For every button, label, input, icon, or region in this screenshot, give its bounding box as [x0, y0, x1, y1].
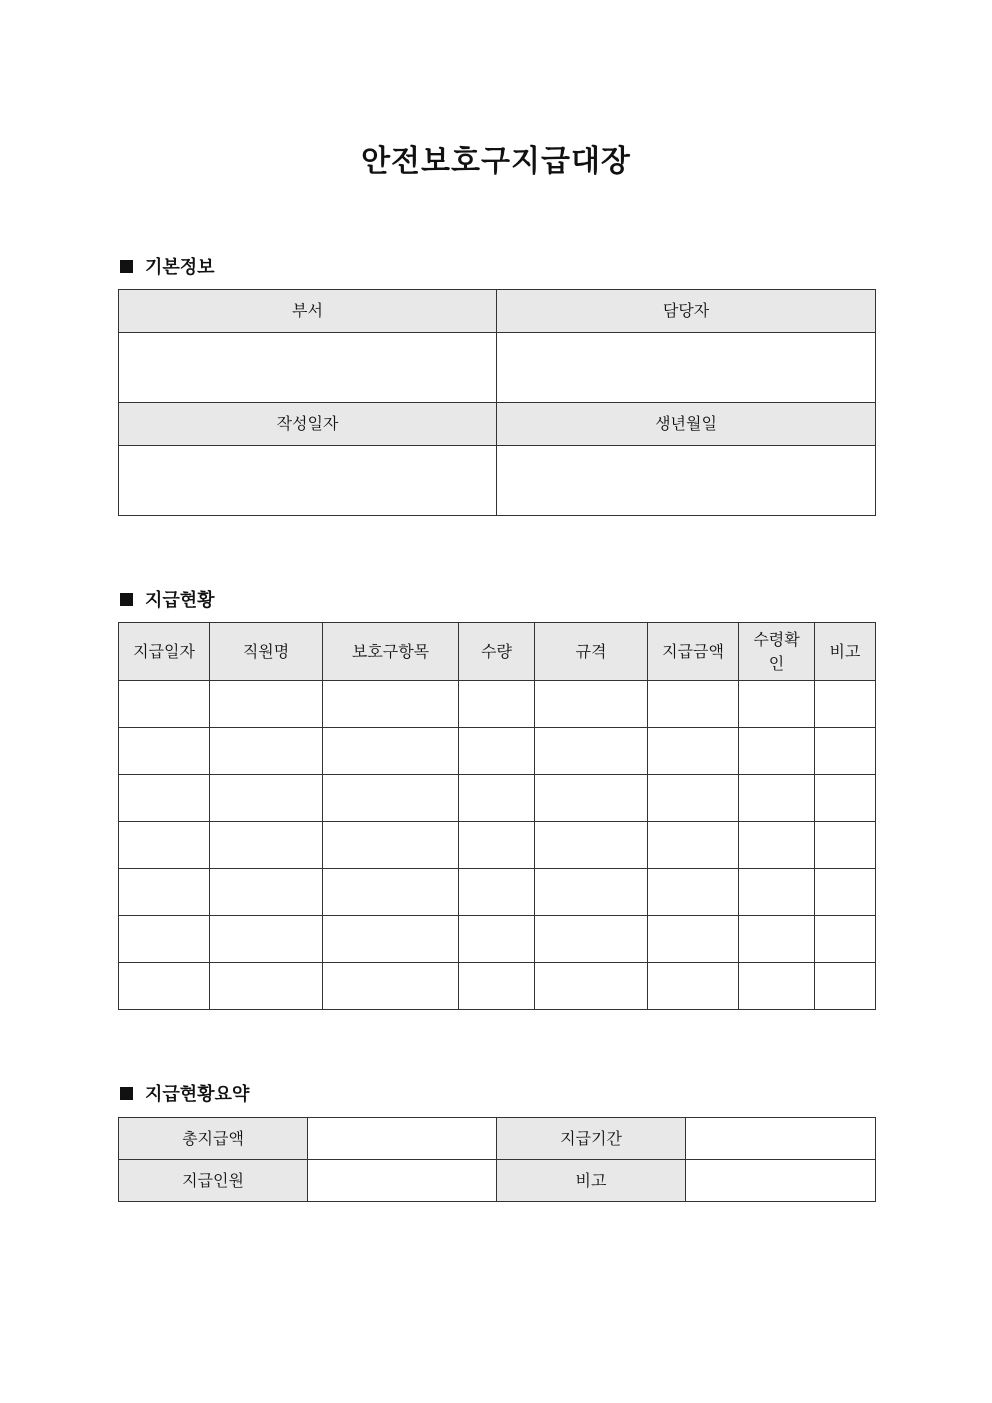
- table-cell[interactable]: [535, 916, 648, 963]
- square-bullet-icon: [120, 593, 133, 606]
- document-title: 안전보호구지급대장: [361, 144, 631, 179]
- table-row: [119, 963, 876, 1010]
- column-header-specification: 규격: [535, 623, 648, 681]
- table-cell[interactable]: [210, 681, 323, 728]
- column-header-issue-date: 지급일자: [119, 623, 210, 681]
- column-header-amount: 지급금액: [648, 623, 739, 681]
- department-label: 부서: [119, 290, 497, 333]
- table-cell[interactable]: [459, 916, 535, 963]
- table-cell[interactable]: [459, 963, 535, 1010]
- table-cell[interactable]: [648, 775, 739, 822]
- section-heading-label: 기본정보: [145, 257, 215, 278]
- issue-period-label: 지급기간: [497, 1118, 686, 1160]
- date-field[interactable]: [119, 446, 497, 516]
- table-cell[interactable]: [323, 963, 459, 1010]
- section-heading-label: 지급현황: [145, 590, 215, 611]
- table-cell[interactable]: [119, 869, 210, 916]
- section-heading-issue-status: [120, 586, 215, 612]
- table-cell[interactable]: [459, 728, 535, 775]
- section-heading-summary: [120, 1080, 249, 1106]
- table-cell[interactable]: [815, 916, 876, 963]
- table-cell[interactable]: [815, 869, 876, 916]
- table-cell[interactable]: [648, 681, 739, 728]
- table-cell[interactable]: [459, 869, 535, 916]
- total-amount-label: 총지급액: [119, 1118, 308, 1160]
- section-heading-label: 지급현황요약: [145, 1084, 250, 1105]
- table-cell[interactable]: [535, 963, 648, 1010]
- table-cell[interactable]: [739, 916, 815, 963]
- table-row: [119, 681, 876, 728]
- column-header-receipt-confirm: 수령확인: [739, 623, 815, 681]
- table-cell[interactable]: [535, 775, 648, 822]
- table-cell[interactable]: [323, 822, 459, 869]
- table-cell[interactable]: [210, 728, 323, 775]
- table-cell[interactable]: [648, 916, 739, 963]
- date-label: 작성일자: [119, 403, 497, 446]
- table-cell[interactable]: [459, 822, 535, 869]
- manager-field[interactable]: [497, 333, 876, 403]
- column-header-quantity: 수량: [459, 623, 535, 681]
- manager-label: 담당자: [497, 290, 876, 333]
- square-bullet-icon: [120, 1087, 133, 1100]
- table-cell[interactable]: [323, 681, 459, 728]
- table-cell[interactable]: [210, 916, 323, 963]
- summary-table: [118, 1117, 876, 1202]
- table-cell[interactable]: [210, 775, 323, 822]
- issued-people-field[interactable]: [308, 1160, 497, 1202]
- summary-remarks-label: 비고: [497, 1160, 686, 1202]
- column-header-remarks: 비고: [815, 623, 876, 681]
- table-cell[interactable]: [323, 916, 459, 963]
- column-header-equipment-item: 보호구항목: [323, 623, 459, 681]
- issued-people-label: 지급인원: [119, 1160, 308, 1202]
- table-cell[interactable]: [459, 681, 535, 728]
- table-cell[interactable]: [323, 869, 459, 916]
- table-cell[interactable]: [739, 822, 815, 869]
- table-cell[interactable]: [815, 775, 876, 822]
- table-cell[interactable]: [815, 822, 876, 869]
- section-heading-basic-info: [120, 253, 215, 279]
- table-cell[interactable]: [119, 822, 210, 869]
- table-row: [119, 775, 876, 822]
- issue-period-field[interactable]: [686, 1118, 876, 1160]
- birth-date-field[interactable]: [497, 446, 876, 516]
- table-cell[interactable]: [739, 775, 815, 822]
- birth-date-label: 생년월일: [497, 403, 876, 446]
- table-cell[interactable]: [119, 963, 210, 1010]
- table-cell[interactable]: [648, 728, 739, 775]
- table-cell[interactable]: [535, 822, 648, 869]
- table-cell[interactable]: [815, 963, 876, 1010]
- table-cell[interactable]: [535, 728, 648, 775]
- table-cell[interactable]: [648, 869, 739, 916]
- table-row: [119, 728, 876, 775]
- table-cell[interactable]: [739, 869, 815, 916]
- table-row: [119, 916, 876, 963]
- square-bullet-icon: [120, 260, 133, 273]
- summary-remarks-field[interactable]: [686, 1160, 876, 1202]
- table-cell[interactable]: [535, 681, 648, 728]
- column-header-employee-name: 직원명: [210, 623, 323, 681]
- table-cell[interactable]: [119, 916, 210, 963]
- basic-info-table: [118, 289, 876, 516]
- table-cell[interactable]: [815, 681, 876, 728]
- total-amount-field[interactable]: [308, 1118, 497, 1160]
- table-row: [119, 869, 876, 916]
- table-cell[interactable]: [210, 963, 323, 1010]
- table-cell[interactable]: [739, 963, 815, 1010]
- issue-status-table: [118, 622, 876, 1010]
- table-cell[interactable]: [739, 728, 815, 775]
- table-cell[interactable]: [119, 728, 210, 775]
- table-cell[interactable]: [323, 728, 459, 775]
- table-cell[interactable]: [323, 775, 459, 822]
- table-cell[interactable]: [459, 775, 535, 822]
- table-cell[interactable]: [739, 681, 815, 728]
- table-cell[interactable]: [210, 869, 323, 916]
- table-row: [119, 822, 876, 869]
- table-cell[interactable]: [119, 775, 210, 822]
- department-field[interactable]: [119, 333, 497, 403]
- table-cell[interactable]: [210, 822, 323, 869]
- table-cell[interactable]: [648, 822, 739, 869]
- table-cell[interactable]: [119, 681, 210, 728]
- table-cell[interactable]: [815, 728, 876, 775]
- table-cell[interactable]: [535, 869, 648, 916]
- table-cell[interactable]: [648, 963, 739, 1010]
